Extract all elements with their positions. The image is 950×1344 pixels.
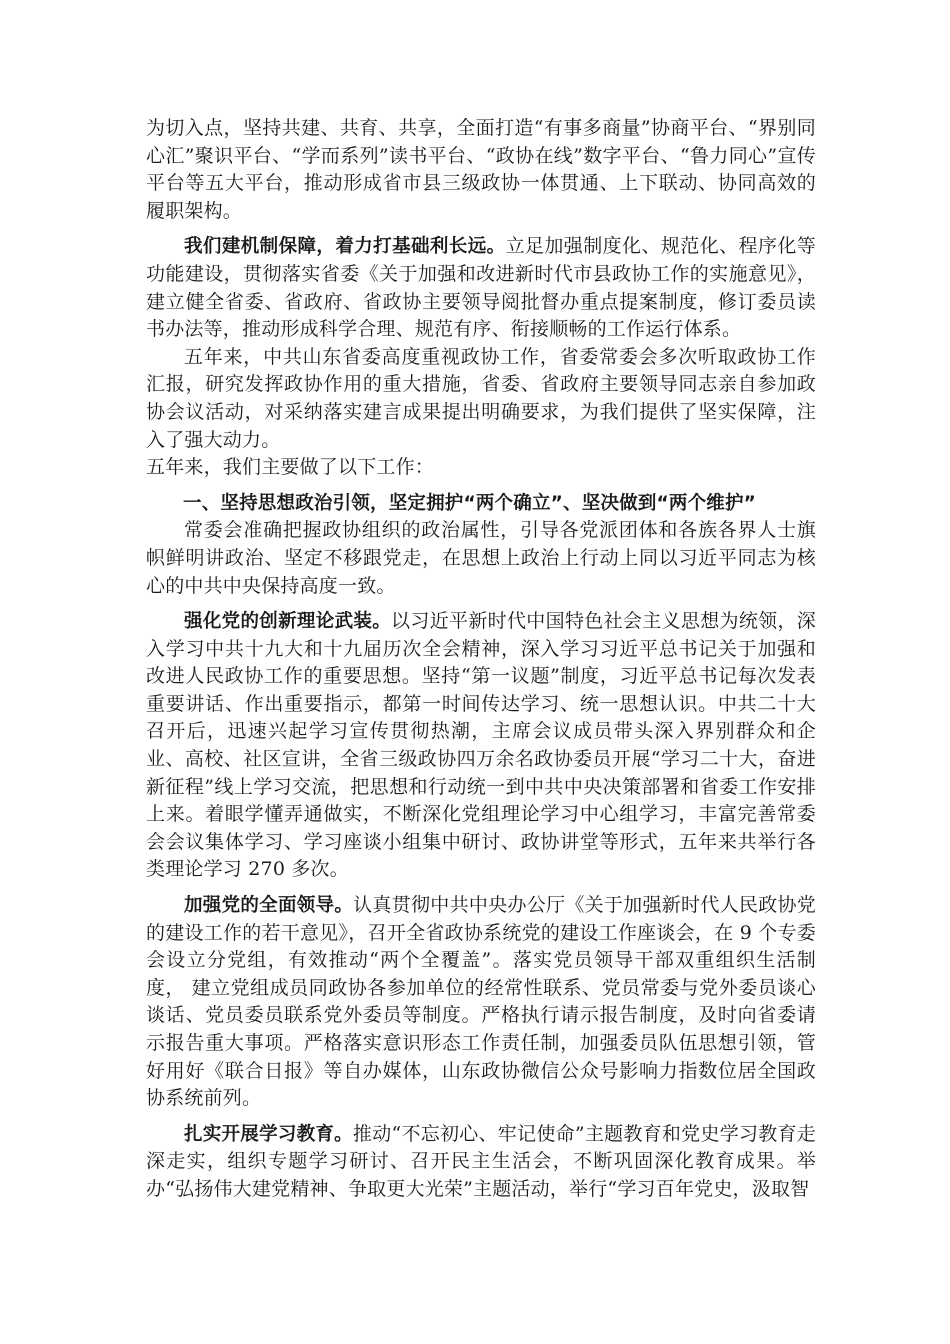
paragraph-body-leadership: 认真贯彻中共中央办公厅《关于加强新时代人民政协党的建设工作的若干意见》，召开全省政协系统党的建设工作座谈会，在 9 个专委会设立分党组，有效推动“两个全覆盖”。落实党员领导干部双重组织生活制度， 建立党组成员同政协各参加单位的经常性联系、党员常委与党外委员谈心谈话、党员委员联系党外委员等制度。严格执行请示报告制度，及时向省委请示报告重大事项。严格落实意识形态工作责任制，加强委员队伍思想引领，管好用好《联合日报》等自办媒体，山东政协微信公众号影响力指数位居全国政协系统前列。 <box>146 894 816 1110</box>
paragraph-body-mechanism: 立足加强制度化、规范化、程序化等功能建设，贯彻落实省委《关于加强和改进新时代市县政协工作的实施意见》，建立健全省委、省政府、省政协主要领导阅批督办重点提案制度，修订委员读书办法等，推动形成科学合理、规范有序、衔接顺畅的工作运行体系。 <box>146 235 816 341</box>
document-body <box>146 115 816 1204</box>
paragraph-leadership <box>146 892 816 1113</box>
paragraph-lead-mechanism: 我们建机制保障，着力打基础利长远。 <box>184 236 506 258</box>
section-heading-1: 一、坚持思想政治引领，坚定拥护“两个确立”、坚决做到“两个维护” <box>183 492 757 514</box>
paragraph-political-attribute: 常委会准确把握政协组织的政治属性，引导各党派团体和各族各界人士旗帜鲜明讲政治、坚定不移跟党走，在思想上政治上行动上同以习近平同志为核心的中共中央保持高度一致。 <box>146 519 816 597</box>
paragraph-platforms: 为切入点，坚持共建、共育、共享，全面打造“有事多商量”协商平台、“界别同心汇”聚识平台、“学而系列”读书平台、“政协在线”数字平台、“鲁力同心”宣传平台等五大平台，推动形成省市县三级政协一体贯通、上下联动、协同高效的履职架构。 <box>146 117 816 222</box>
paragraph-body-theory: 以习近平新时代中国特色社会主义思想为统领，深入学习中共十九大和十九届历次全会精神，深入学习习近平总书记关于加强和改进人民政协工作的重要思想。坚持“第一议题”制度，习近平总书记每次发表重要讲话、作出重要指示，都第一时间传达学习、统一思想认识。中共二十大召开后，迅速兴起学习宣传贯彻热潮，主席会议成员带头深入界别群众和企业、高校、社区宣讲，全省三级政协四万余名政协委员开展“学习二十大，奋进新征程”线上学习交流，把思想和行动统一到中共中央决策部署和省委工作安排上来。着眼学懂弄通做实，不断深化党组理论学习中心组学习，丰富完善常委会会议集体学习、学习座谈小组集中研讨、政协讲堂等形式，五年来共举行各类理论学习 270 多次。 <box>146 610 817 881</box>
paragraph-work-intro: 五年来，我们主要做了以下工作： <box>146 456 435 479</box>
paragraph-lead-theory: 强化党的创新理论武装。 <box>184 611 392 633</box>
paragraph-lead-leadership: 加强党的全面领导。 <box>184 895 354 917</box>
paragraph-mechanism <box>146 233 816 343</box>
paragraph-lead-education: 扎实开展学习教育。 <box>184 1123 353 1145</box>
paragraph-theory <box>146 608 816 884</box>
paragraph-education <box>146 1121 816 1204</box>
paragraph-body-education: 推动“不忘初心、牢记使命”主题教育和党史学习教育走深走实，组织专题学习研讨、召开民主生活会，不断巩固深化教育成果。举办“弘扬伟大建党精神、争取更大光荣”主题活动，举行“学习百年党史，汲取智 <box>146 1122 816 1200</box>
paragraph-provincial-support: 五年来，中共山东省委高度重视政协工作，省委常委会多次听取政协工作汇报，研究发挥政协作用的重大措施，省委、省政府主要领导同志亲自参加政协会议活动，对采纳落实建言成果提出明确要求，为我们提供了坚实保障，注入了强大动力。 <box>146 345 816 451</box>
